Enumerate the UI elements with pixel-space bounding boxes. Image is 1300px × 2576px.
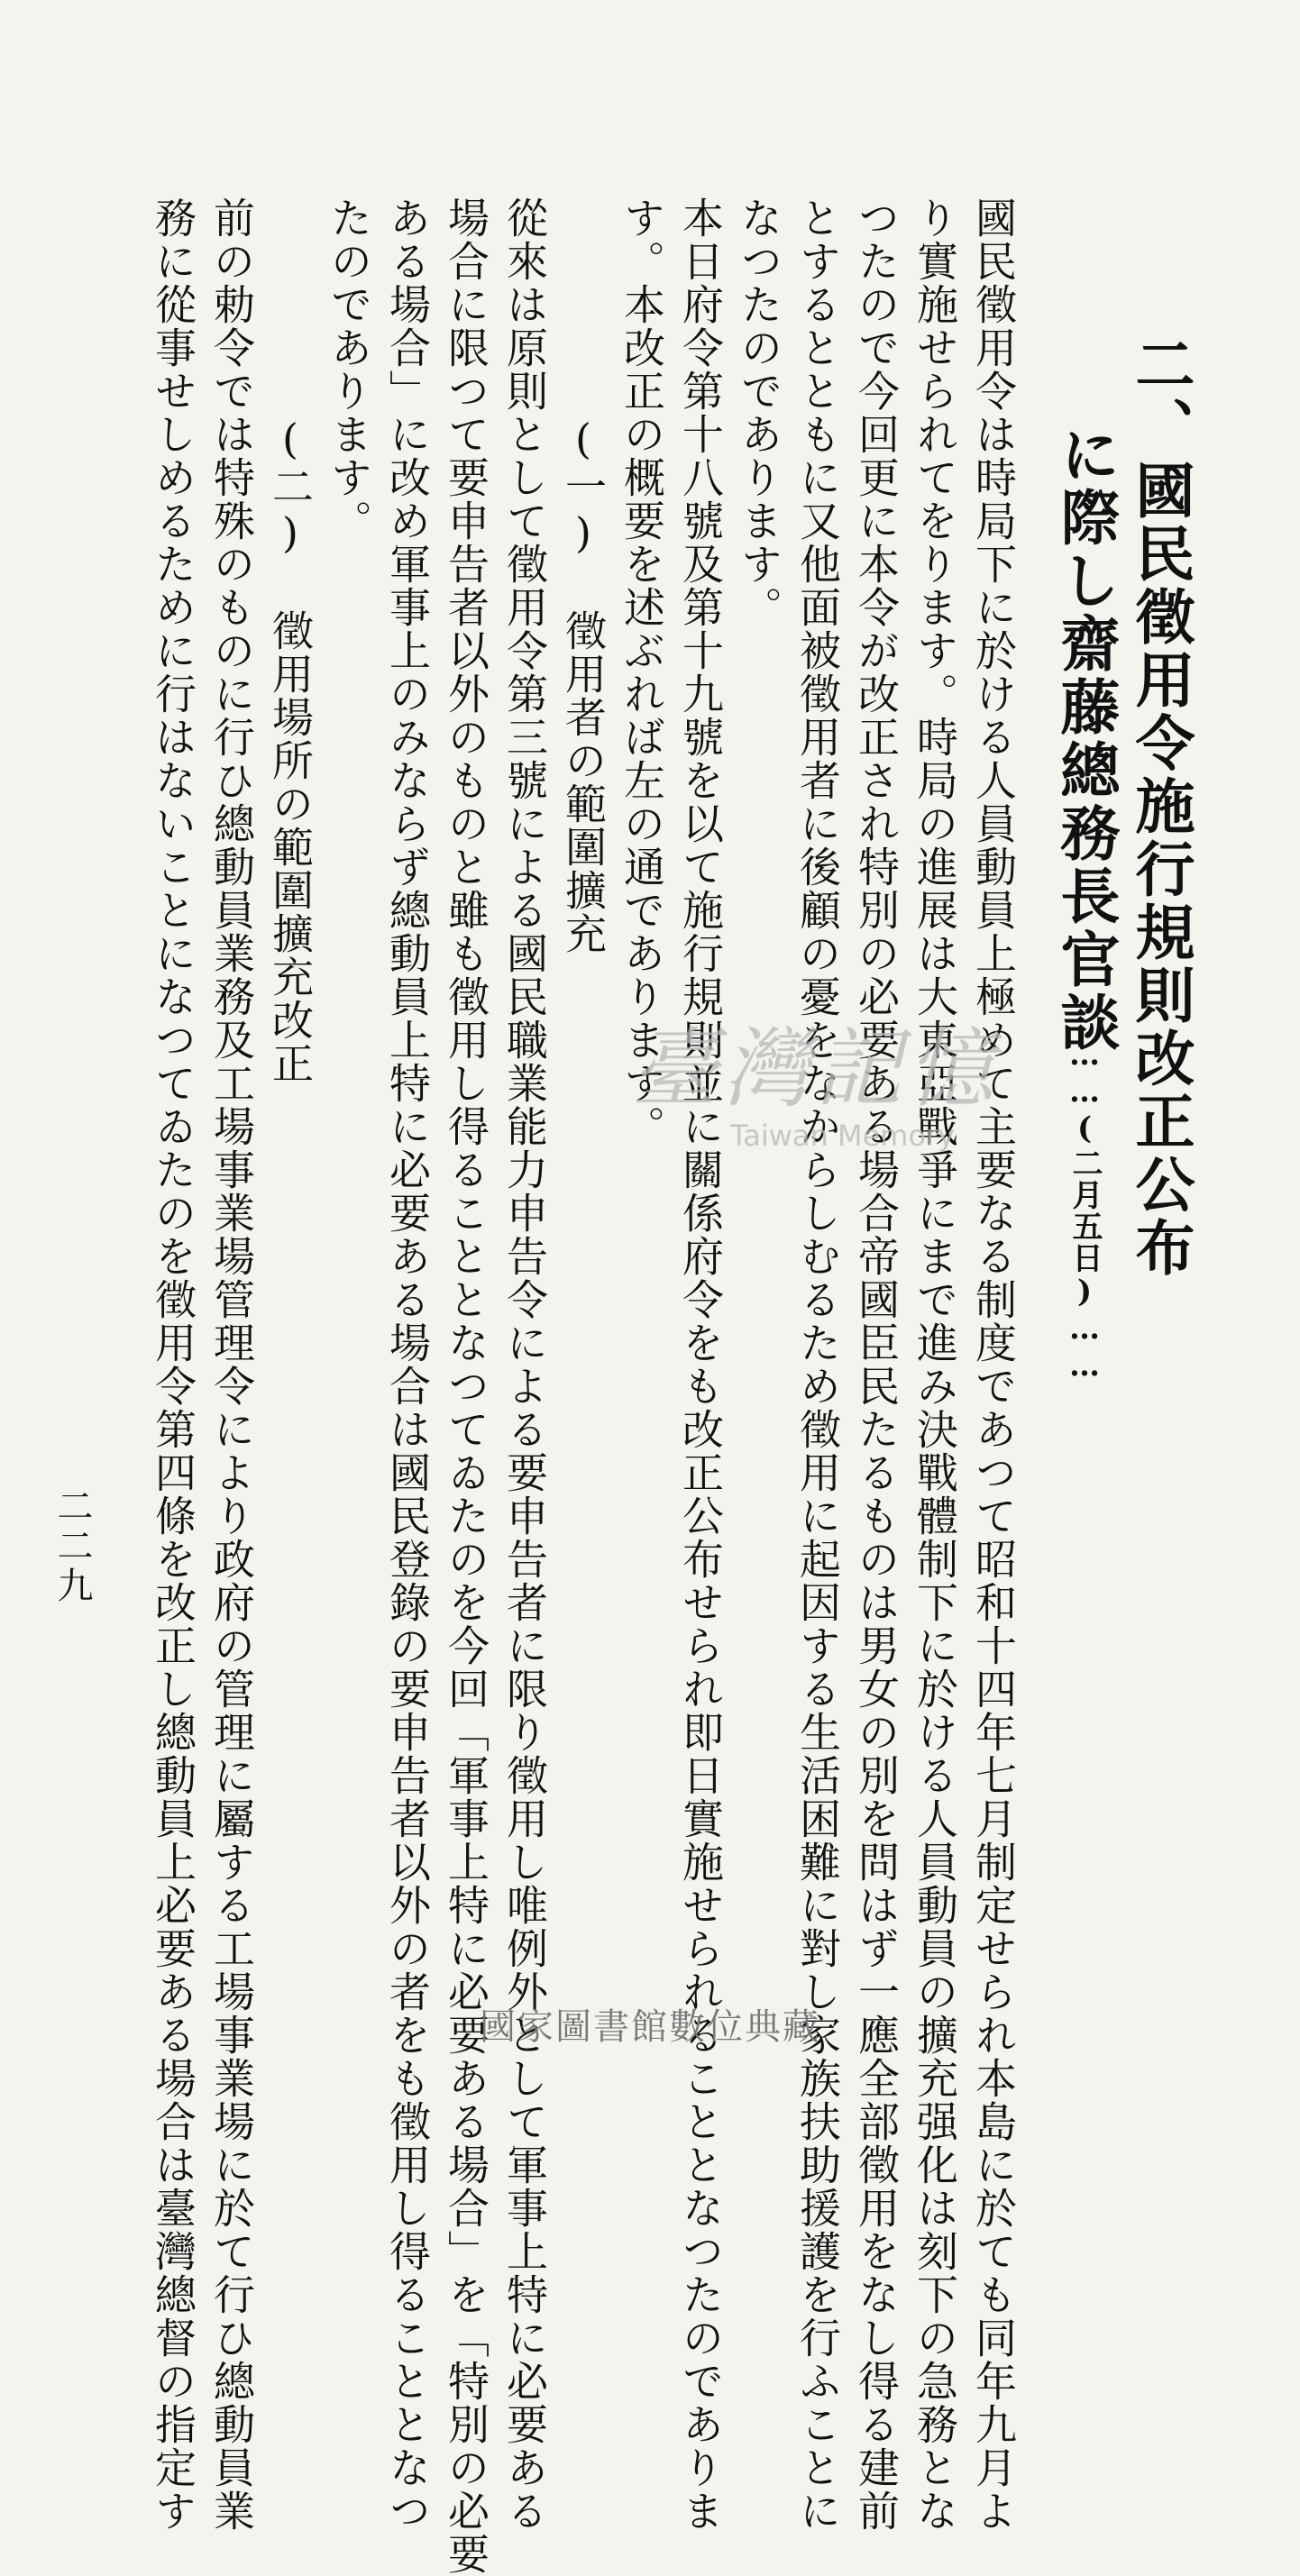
footer-credit: 國家圖書館數位典藏: [480, 2006, 820, 2048]
paragraph-line: なつたのであります。: [735, 196, 783, 629]
paragraph-line: 場合に限つて要申告者以外のものと雖も徵用し得ることとなつてゐたのを今回「軍事上特に必要ある場合」を「特別の必要: [442, 196, 490, 2576]
section-heading: (二) 徵用場所の範圍擴充改正: [266, 415, 315, 1085]
watermark-text: 臺灣記憶: [631, 1019, 999, 1119]
paragraph-line: り實施せられてをります。時局の進展は大東亞戰爭にまで進み決戰體制下に於ける人員動員の擴充强化は刻下の急務とな: [911, 196, 959, 2533]
paragraph-line: たのであります。: [325, 196, 373, 543]
paragraph-line: す。本改正の概要を述ぶれば左の通であります。: [618, 196, 666, 1148]
paragraph-line: 前の勅令では特殊のものに行ひ總動員業務及工場事業場管理令により政府の管理に屬する工場事業場に於て行ひ總動員業: [207, 196, 256, 2533]
title-date: ……(二月五日)……: [1067, 1037, 1103, 1384]
paragraph-line: とするとともに又他面被徵用者に後顧の憂をなからしむるため徵用に起因する生活困難に對し家族扶助援護を行ふことに: [793, 196, 842, 2533]
title-line-2: に際し齋藤總務長官談: [1050, 424, 1121, 1055]
paragraph-line: 從來は原則として徵用令第三號による國民職業能力申告令による要申告者に限り徵用し唯例外として軍事上特に必要ある: [500, 196, 549, 2533]
page-number: 二二九: [51, 1487, 93, 1606]
paragraph-line: 本日府令第十八號及第十九號を以て施行規則並に關係府令をも改正公布せられ即日實施せられることとなつたのでありま: [676, 196, 725, 2533]
paragraph-line: つたので今回更に本令が改正され特別の必要ある場合帝國臣民たるものは男女の別を問はず一應全部徵用をなし得る建前: [852, 196, 901, 2533]
watermark-subtext: Taiwan Memory: [730, 1119, 956, 1153]
paragraph-line: 國民徵用令は時局下に於ける人員動員上極めて主要なる制度であつて昭和十四年七月制定せられ本島に於ても同年九月よ: [969, 196, 1018, 2533]
paragraph-line: ある場合」に改め軍事上のみならず總動員上特に必要ある場合は國民登錄の要申告者以外の者をも徵用し得ることとなつ: [383, 196, 432, 2533]
title-line-1: 二、國民徵用令施行規則改正公布: [1125, 333, 1195, 1280]
paragraph-line: 務に從事せしめるために行はないことになつてゐたのを徵用令第四條を改正し總動員上必要ある場合は臺灣總督の指定す: [149, 196, 197, 2533]
section-heading: (一) 徵用者の範圍擴充: [559, 415, 608, 955]
